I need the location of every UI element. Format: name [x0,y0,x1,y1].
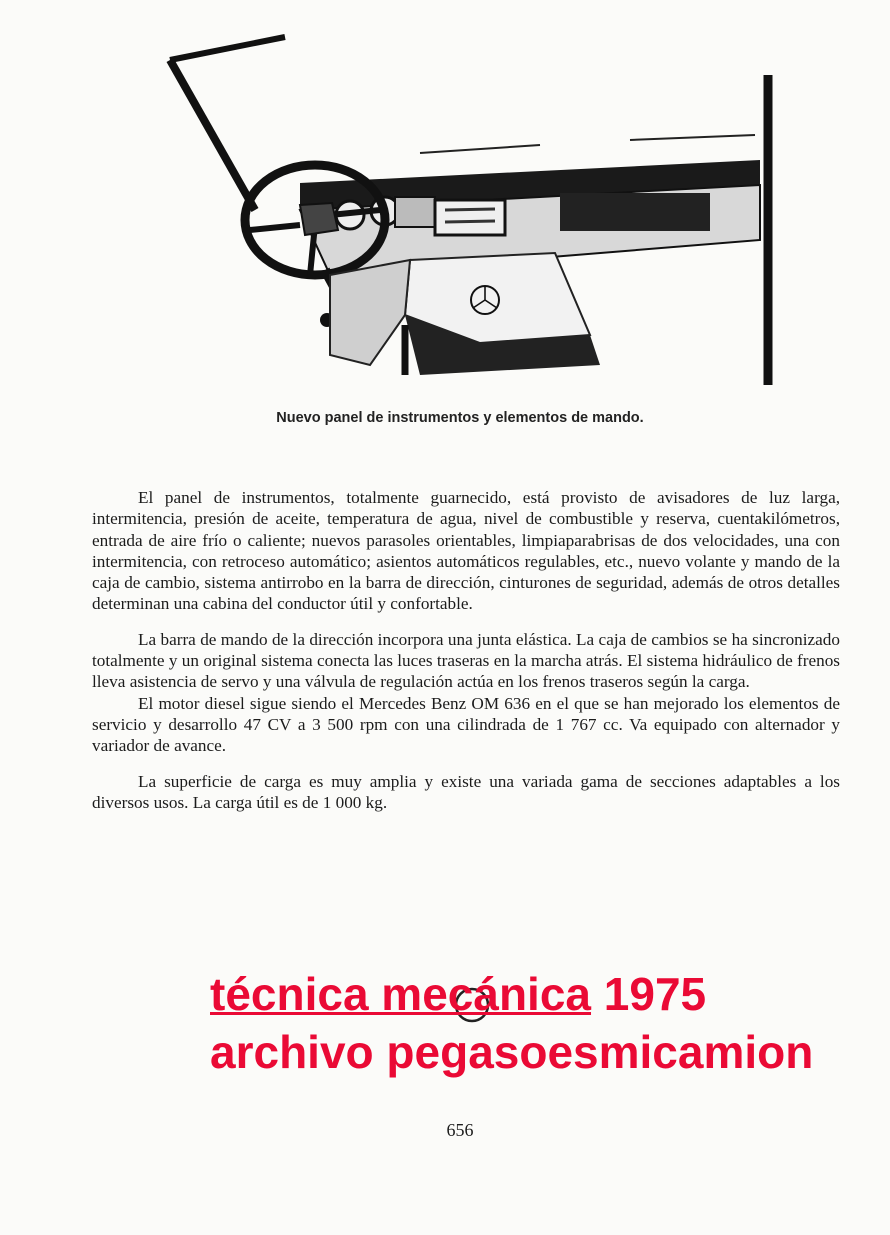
watermark [210,965,813,1081]
watermark-line-1 [210,965,813,1023]
paragraph-3: El motor diesel sigue siendo el Mercedes Benz OM 636 en el que se han mejorado los elementos de servicio y desarrollo 47 CV a 3 500 rpm con una cilindrada de 1 767 cc. Va equipado con alternador y variador de avance. [92,693,840,756]
watermark-underlined: técnica mecánica [210,968,592,1020]
paragraph-1: El panel de instrumentos, totalmente guarnecido, está provisto de avisadores de luz larga, intermitencia, presión de aceite, temperatura de agua, nivel de combustible y reserva, cuentakilómetros, entrada de aire frío o caliente; nuevos parasoles orientables, limpiaparabrisas de dos velocidades, una con intermitencia, con retroceso automático; asientos automáticos regulables, etc., nuevo volante y mando de la caja de cambio, sistema antirrobo en la barra de dirección, cinturones de seguridad, además de otros detalles determinan una cabina del conductor útil y confortable. [92,488,840,614]
paragraph-4: La superficie de carga es muy amplia y existe una variada gama de secciones adaptables a los diversos usos. La carga útil es de 1 000 kg. [92,771,840,812]
paragraph-2: La barra de mando de la dirección incorpora una junta elástica. La caja de cambios se ha sincronizado totalmente y un original sistema conecta las luces traseras en la marcha atrás. El sistema hidráulico de frenos lleva asistencia de servo y una válvula de regulación actúa en los frenos traseros según la carga. [92,629,840,692]
watermark-line-2: archivo pegasoesmicamion [210,1026,814,1078]
article-body [92,487,840,813]
dashboard-illustration [160,25,790,395]
watermark-year: 1975 [591,968,707,1020]
figure-caption: Nuevo panel de instrumentos y elementos de mando. [276,410,644,426]
page-number: 656 [446,1120,474,1140]
